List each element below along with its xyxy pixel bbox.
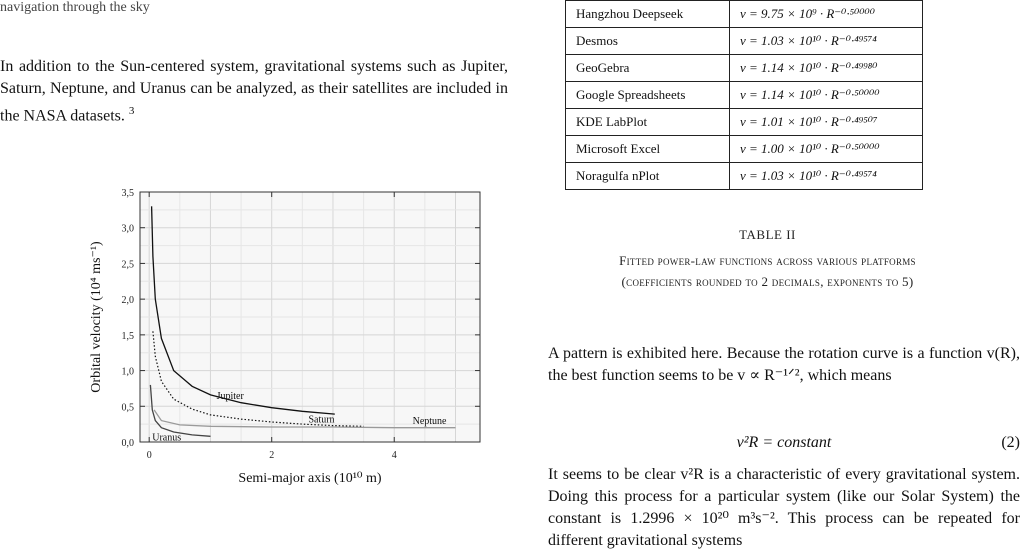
formula-cell: v = 1.00 × 10¹⁰ · R⁻⁰·⁵⁰⁰⁰⁰ [730, 136, 923, 163]
y-tick-label: 0,5 [121, 402, 134, 414]
platform-cell: Hangzhou Deepseek [566, 1, 730, 28]
x-tick-label: 4 [391, 450, 397, 461]
fit-table [565, 0, 923, 190]
fit-table-body [566, 1, 923, 190]
series-label-saturn: Saturn [308, 414, 335, 426]
table-row [566, 55, 923, 82]
x-axis-label: Semi-major axis (10¹⁰ m) [238, 471, 382, 486]
table-row [566, 82, 923, 109]
left-paragraph-text: In addition to the Sun-centered system, gravitational systems such as Jupiter, Saturn, Neptune, and Uranus can be analyzed, as their satellites are included in the NASA datasets. [0, 58, 508, 125]
formula-cell: v = 1.01 × 10¹⁰ · R⁻⁰·⁴⁹⁵⁰⁷ [730, 109, 923, 136]
header-fragment: navigation through the sky [0, 0, 150, 15]
platform-cell: Noragulfa nPlot [566, 163, 730, 190]
orbital-velocity-chart [80, 180, 500, 510]
right-paragraph-1: A pattern is exhibited here. Because the rotation curve is a function v(R), the best function seems to be v ∝ R⁻¹ᐟ², which means [548, 345, 1020, 384]
y-axis-label: Orbital velocity (10⁴ ms⁻¹) [89, 241, 104, 393]
y-tick-label: 3,5 [121, 188, 134, 199]
y-tick-label: 1,5 [121, 330, 134, 342]
platform-cell: GeoGebra [566, 55, 730, 82]
formula-cell: v = 1.03 × 10¹⁰ · R⁻⁰·⁴⁹⁵⁷⁴ [730, 28, 923, 55]
table-row [566, 109, 923, 136]
formula-cell: v = 9.75 × 10⁹ · R⁻⁰·⁵⁰⁰⁰⁰ [730, 1, 923, 28]
series-label-jupiter: Jupiter [216, 391, 244, 403]
y-tick-label: 2,5 [121, 259, 134, 271]
x-tick-label: 2 [269, 450, 275, 461]
table-caption-line-1: Fitted power-law functions across various platforms [619, 253, 916, 268]
y-tick-label: 0,0 [121, 438, 134, 449]
table-row [566, 136, 923, 163]
equation-body: v²R = constant [736, 434, 832, 451]
left-paragraph [0, 56, 508, 127]
equation-number: (2) [1001, 434, 1020, 451]
platform-cell: Desmos [566, 28, 730, 55]
platform-cell: Google Spreadsheets [566, 82, 730, 109]
table-row [566, 1, 923, 28]
table-caption-line-2: (coefficients rounded to 2 decimals, exponents to 5) [621, 274, 914, 289]
footnote-marker: 3 [128, 105, 135, 117]
formula-cell: v = 1.03 × 10¹⁰ · R⁻⁰·⁴⁹⁵⁷⁴ [730, 163, 923, 190]
formula-cell: v = 1.14 × 10¹⁰ · R⁻⁰·⁴⁹⁹⁸⁰ [730, 55, 923, 82]
table-row [566, 163, 923, 190]
x-tick-label: 0 [146, 450, 152, 461]
series-label-neptune: Neptune [412, 416, 447, 428]
formula-cell: v = 1.14 × 10¹⁰ · R⁻⁰·⁵⁰⁰⁰⁰ [730, 82, 923, 109]
platform-cell: Microsoft Excel [566, 136, 730, 163]
y-tick-label: 1,0 [121, 366, 134, 378]
table-number: TABLE II [739, 227, 796, 242]
table-row [566, 28, 923, 55]
orbital-velocity-figure [80, 180, 500, 510]
y-tick-label: 2,0 [121, 295, 134, 307]
series-label-uranus: Uranus [152, 432, 182, 444]
right-paragraph-2: It seems to be clear v²R is a characteristic of every gravitational system. Doing this process for a particular system (like our Solar System) the constant is 1.2996 × 10²⁰ m³s⁻². This process can be repeated for different gravitational systems [548, 466, 1020, 549]
y-tick-label: 3,0 [121, 223, 134, 235]
platform-cell: KDE LabPlot [566, 109, 730, 136]
